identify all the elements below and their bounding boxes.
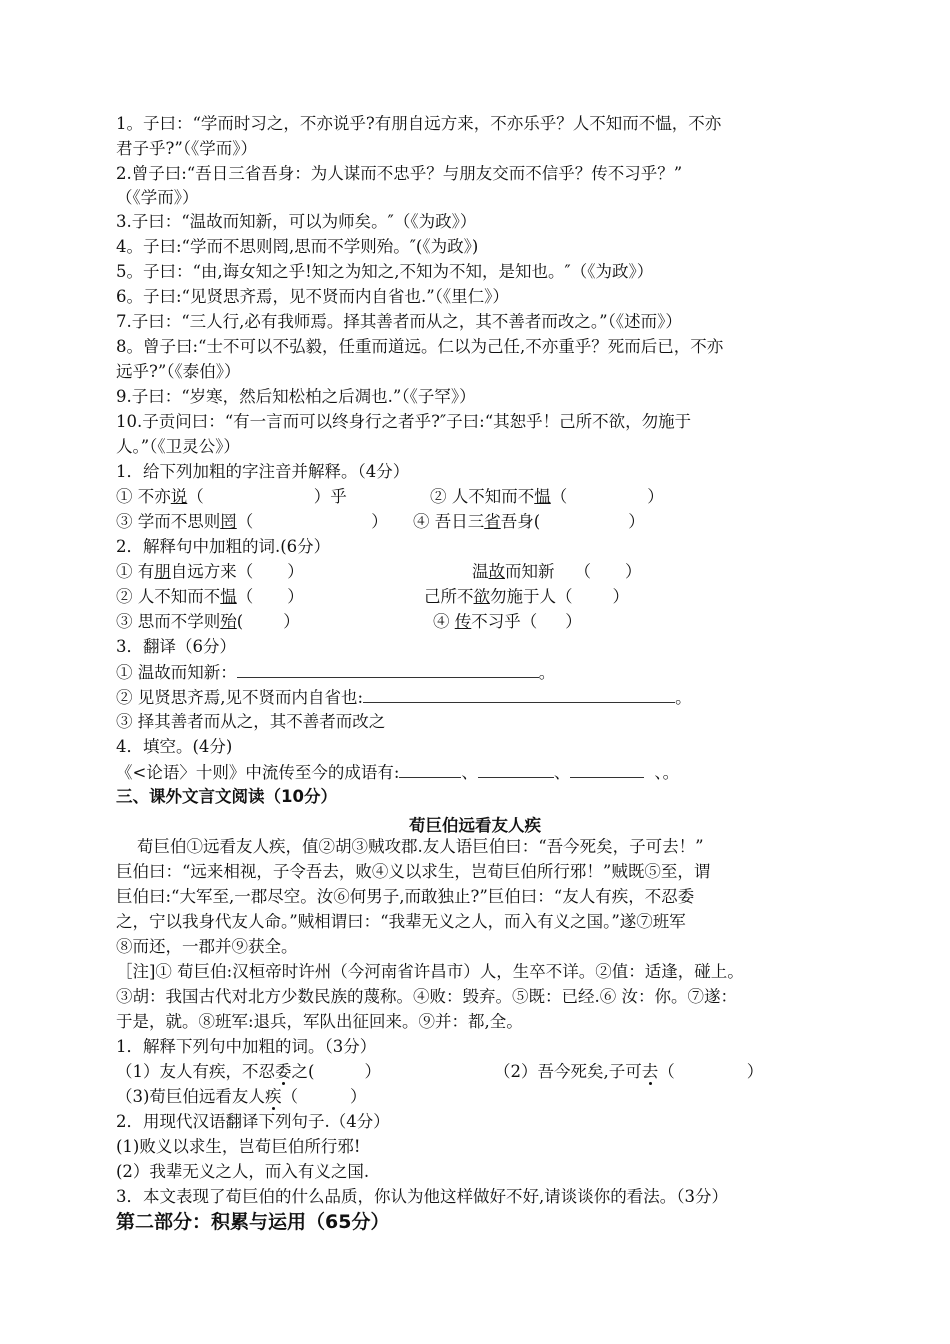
note-line-3: 于是，就。⑧班军:退兵，军队出征回来。⑨并：都,全。 [116,1012,523,1031]
q1-row-2: ② 人不知而不愠（ ） [430,487,664,506]
answer-blank[interactable] [399,761,461,778]
lunyu-line-2b: （《学而》） [116,188,199,207]
note-line-2: ③胡：我国古代对北方少数民族的蔑称。④败：毁弃。⑤既：已经.⑥ 汝：你。⑦遂： [116,987,737,1006]
s3-q1-row-1: （1）友人有疾，不忍委之( ） [116,1062,381,1081]
s3-q2-row-1: (1)败义以求生，岂荀巨伯所行邪! [116,1137,361,1156]
q1-row-1: ① 不亦说（ ）乎 [116,487,347,506]
q4-heading: 4．填空。(4分) [116,737,233,756]
s3-q1-row-2: （2）吾今死矣,子可去（ ） [494,1062,764,1081]
q3-row-3: ③ 择其善者而从之，其不善者而改之 [116,712,386,731]
s3-q2-row-2: (2）我辈无义之人，而入有义之国. [116,1162,370,1181]
section3-heading: 三、课外文言文阅读（10分） [116,787,337,806]
s3-q1-heading: 1．解释下列句中加粗的词。（3分） [116,1037,377,1056]
note-line-1: ［注]① 荀巨伯:汉桓帝时许州（今河南省许昌市）人，生卒不详。②值：适逢，碰上。 [116,962,744,981]
s3-q1-row-3: （3)荀巨伯远看友人疾（ ） [116,1087,367,1106]
q1-row-4: ④ 吾日三省吾身( ） [413,512,645,531]
passage-line-5: ⑧而还，一郡并⑨获全。 [116,937,298,956]
q2-row-6: ④ 传不习乎（ ） [433,612,582,631]
q1-heading: 1．给下列加粗的字注音并解释。（4分） [116,462,410,481]
q2-row-5: ③ 思而不学则殆( ） [116,612,300,631]
q2-row-1: ① 有朋自远方来（ ） [116,562,304,581]
part2-heading: 第二部分：积累与运用（65分） [116,1211,390,1233]
passage-line-3: 巨伯曰:“大军至,一郡尽空。汝⑥何男子,而敢独止?”巨伯曰：“友人有疾，不忍委 [116,887,695,906]
lunyu-line-8b: 远乎?”（《泰伯》） [116,362,241,381]
q3-row-1: ① 温故而知新： 。 [116,663,556,682]
lunyu-line-9: 9.子曰：“岁寒，然后知松柏之后凋也.”（《子罕》） [116,387,476,406]
answer-blank[interactable] [237,661,539,678]
q2-row-3: ② 人不知而不愠（ ） [116,587,304,606]
passage-line-1: 荀巨伯①远看友人疾，值②胡③贼攻郡.友人语巨伯曰：“吾今死矣，子可去！” [116,837,704,856]
lunyu-line-10b: 人。”（《卫灵公》） [116,437,240,456]
answer-blank[interactable] [570,761,644,778]
lunyu-line-8a: 8。曾子曰:“士不可以不弘毅，任重而道远。仁以为己任,不亦重乎？死而后已，不亦 [116,337,724,356]
lunyu-line-5: 5。子曰：“由,诲女知之乎!知之为知之,不知为不知，是知也。″（《为政》） [116,262,654,281]
answer-blank[interactable] [363,686,675,703]
q1-row-3: ③ 学而不思则罔（ ） [116,512,388,531]
lunyu-line-4: 4。子曰:“学而不思则罔,思而不学则殆。″(《为政》) [116,237,479,256]
lunyu-line-3: 3.子曰：“温故而知新，可以为师矣。″（《为政》） [116,212,477,231]
q3-row-2: ② 见贤思齐焉,见不贤而内自省也: 。 [116,688,692,707]
q3-heading: 3．翻译（6分） [116,637,236,656]
lunyu-line-1b: 君子乎?”（《学而》） [116,139,258,158]
lunyu-line-6: 6。子曰:“见贤思齐焉，见不贤而内自省也.”（《里仁》） [116,287,509,306]
s3-q3: 3．本文表现了荀巨伯的什么品质，你认为他这样做好不好,请谈谈你的看法。（3分） [116,1187,728,1206]
q2-row-2: 温故而知新 （ ） [472,562,642,581]
lunyu-line-1a: 1。子曰：“学而时习之，不亦说乎?有朋自远方来，不亦乐乎？人不知而不愠，不亦 [116,114,722,133]
lunyu-line-10a: 10.子贡问曰：“有一言而可以终身行之者乎?″子曰:“其恕乎！己所不欲，勿施于 [116,412,692,431]
lunyu-line-7: 7.子曰：“三人行,必有我师焉。择其善者而从之，其不善者而改之。”（《述而》） [116,312,682,331]
lunyu-line-2a: 2.曾子曰:“吾日三省吾身：为人谋而不忠乎？与朋友交而不信乎？传不习乎？” [116,164,683,183]
passage-line-2: 巨伯曰：“远来相视，子令吾去，败④义以求生，岂荀巨伯所行邪！”贼既⑤至，谓 [116,862,711,881]
passage-title: 荀巨伯远看友人疾 [409,816,541,835]
q2-row-4: 己所不欲勿施于人（ ） [424,587,629,606]
q4-row-1: 《<论语〉十则》中流传至今的成语有: 、 、 、。 [116,763,680,782]
q2-heading: 2．解释句中加粗的词.(6分） [116,537,331,556]
passage-line-4: 之，宁以我身代友人命。”贼相谓曰：“我辈无义之人，而入有义之国。”遂⑦班军 [116,912,686,931]
s3-q2-heading: 2．用现代汉语翻译下列句子.（4分） [116,1112,390,1131]
answer-blank[interactable] [478,761,554,778]
